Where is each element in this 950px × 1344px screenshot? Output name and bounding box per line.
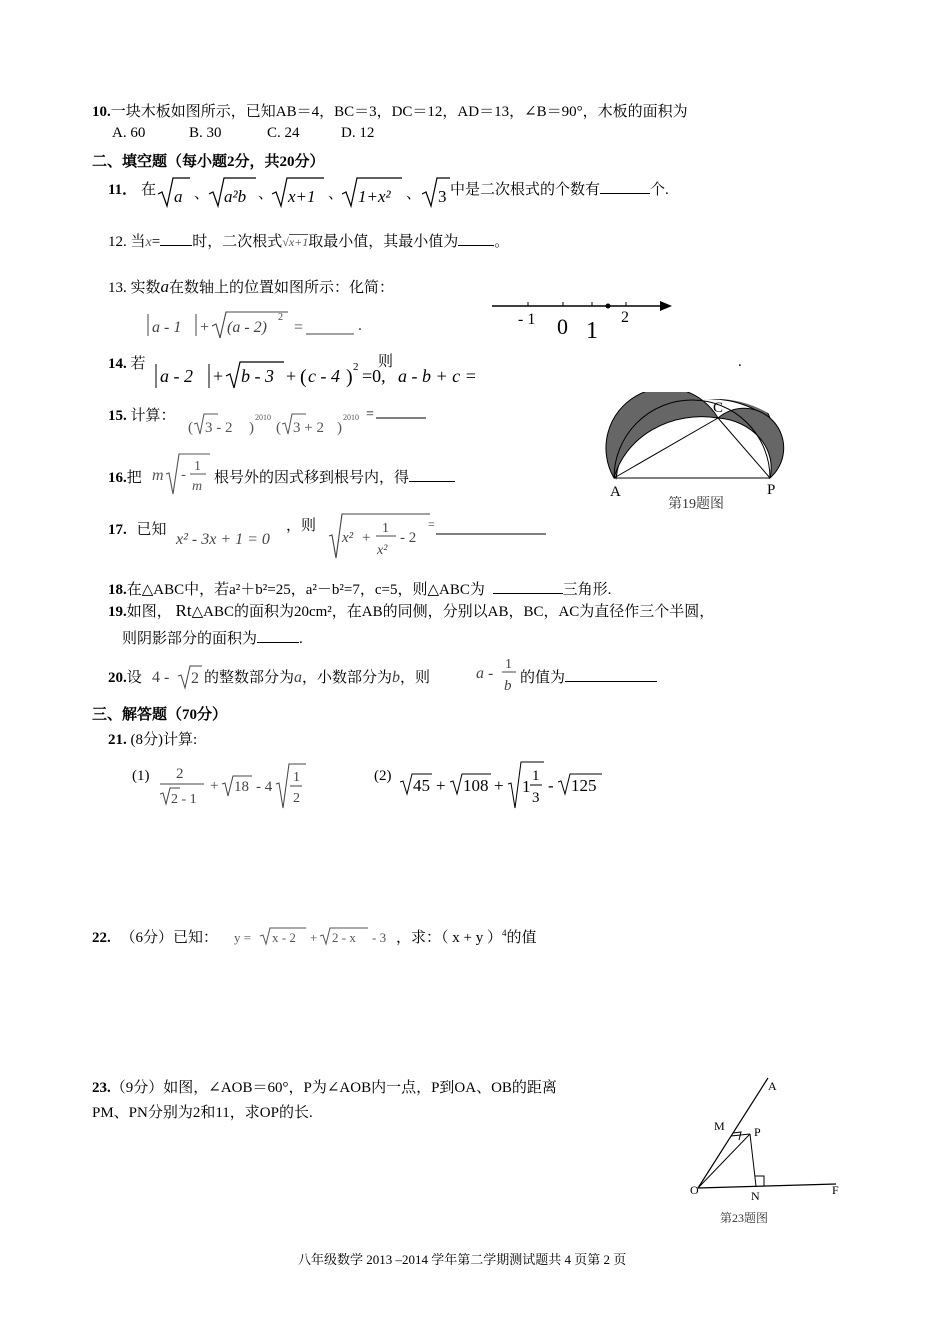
segment-pn <box>750 1134 756 1186</box>
question-number: 14. <box>108 356 127 372</box>
svg-text:108: 108 <box>463 776 489 795</box>
figure-caption: 第23题图 <box>720 1211 769 1225</box>
svg-text:2010: 2010 <box>343 413 359 422</box>
svg-text:y =: y = <box>234 930 252 945</box>
svg-text:3 + 2: 3 + 2 <box>293 420 324 436</box>
question-15: 15. 计算： <box>108 408 176 424</box>
tick-label: - 1 <box>518 311 536 328</box>
question-number: 21. <box>108 732 127 748</box>
question-number: 11． <box>108 182 138 198</box>
question-16: 16.把 <box>108 470 142 486</box>
svg-text:+: + <box>210 778 219 794</box>
svg-text:(: ( <box>276 420 281 436</box>
svg-text:2 - 1: 2 - 1 <box>171 792 197 807</box>
svg-text:1: 1 <box>505 657 512 672</box>
answer-blank[interactable] <box>493 579 563 594</box>
q20-tail: 的值为 <box>520 666 657 687</box>
svg-text:a - 1: a - 1 <box>152 319 182 336</box>
point-a <box>606 304 611 309</box>
q16-expression <box>150 452 212 498</box>
option-d: D. 12 <box>341 125 375 141</box>
svg-text:+: + <box>200 319 210 336</box>
figure-caption: 第19题图 <box>668 497 724 512</box>
figure-23 <box>686 1072 846 1232</box>
q21-part1-expression <box>156 760 316 812</box>
svg-text:3 - 2: 3 - 2 <box>205 420 233 436</box>
q11-radical-3 <box>420 172 450 212</box>
svg-text:- 3: - 3 <box>372 930 387 945</box>
label-p: P <box>754 1125 761 1139</box>
svg-text:+: + <box>213 366 224 386</box>
arrow-head <box>660 301 672 311</box>
answer-blank[interactable] <box>160 231 192 246</box>
svg-text:- 2: - 2 <box>400 530 417 546</box>
answer-blank[interactable] <box>458 231 494 246</box>
q13-expression <box>144 306 374 346</box>
number-line <box>488 294 678 346</box>
q16-tail: 根号外的因式移到根号内，得 <box>214 466 455 487</box>
question-17: 17. 已知 <box>108 522 167 538</box>
q20-frac <box>474 650 518 696</box>
separator: 、 <box>194 186 210 202</box>
svg-text:a - b + c =: a - b + c = <box>398 366 477 386</box>
answer-blank[interactable] <box>257 628 299 643</box>
label-n: N <box>751 1189 760 1203</box>
svg-text:4 -: 4 - <box>152 669 170 686</box>
question-number: 12. <box>108 234 127 250</box>
svg-text:18: 18 <box>234 779 249 795</box>
q22-expression <box>232 924 412 950</box>
question-11 <box>108 178 156 199</box>
svg-text:1: 1 <box>522 777 531 796</box>
q15-expression <box>186 408 436 440</box>
question-number: 22. <box>92 930 111 946</box>
q22-tail: ，求：（ x + y ）$^4$的值 <box>396 928 537 946</box>
question-number: 16. <box>108 470 127 486</box>
q21-part2-expression <box>398 760 608 812</box>
tick-label: 1 <box>586 318 598 344</box>
question-14: 14. 若 <box>108 356 146 372</box>
segment-op <box>698 1134 750 1188</box>
answer-blank[interactable] <box>600 179 650 194</box>
question-13: 13. 实数a在数轴上的位置如图所示：化简： <box>108 277 395 296</box>
question-19: 19.如图， Rt△ABC的面积为20cm²，在AB的同侧，分别以AB，BC，AC为直径作三个半圆， <box>108 601 715 620</box>
section-2-title: 二、填空题（每小题2分，共20分） <box>92 154 325 170</box>
answer-blank[interactable] <box>409 467 455 482</box>
svg-text:=0,: =0, <box>362 366 386 386</box>
label-o: O <box>690 1183 699 1197</box>
option-c: C. 24 <box>267 125 300 141</box>
svg-text:(: ( <box>300 366 307 388</box>
option-a: A. 60 <box>112 125 146 141</box>
q21-part2-label: (2) <box>374 768 392 784</box>
svg-text:、: 、 <box>328 186 344 202</box>
label-a: A <box>610 484 621 500</box>
svg-text:x²: x² <box>377 543 388 558</box>
tick-label: 0 <box>557 314 568 339</box>
svg-text:125: 125 <box>571 776 597 795</box>
page-footer: 八年级数学 2013 –2014 学年第二学期测试题共 4 页第 2 页 <box>298 1252 627 1267</box>
question-20: 20.设 <box>108 670 142 686</box>
q20-text: 的整数部分为a，小数部分为b，则 <box>204 669 431 686</box>
svg-text:2: 2 <box>293 791 300 806</box>
svg-text:2: 2 <box>353 361 359 373</box>
radical-1-plus-x2: 1+x² <box>358 187 391 206</box>
svg-text:+: + <box>362 530 371 546</box>
question-18: 18.在△ABC中，若a²＋b²=25，a²－b²=7，c=5，则△ABC为 三角形. <box>108 578 611 599</box>
question-number: 18. <box>108 582 127 598</box>
svg-text:): ) <box>337 420 342 436</box>
question-21: 21. (8分)计算: <box>108 732 198 748</box>
question-number: 19. <box>108 604 127 620</box>
svg-text:1: 1 <box>532 768 540 784</box>
q14-dot: . <box>738 354 742 370</box>
answer-blank[interactable] <box>565 667 657 682</box>
ray-ob <box>698 1184 836 1188</box>
svg-text:2: 2 <box>278 312 283 323</box>
svg-text:c - 4: c - 4 <box>308 366 340 386</box>
svg-text:-: - <box>181 467 186 483</box>
svg-text:45: 45 <box>413 776 430 795</box>
svg-text:.: . <box>358 317 362 334</box>
question-19-line2: 则阴影部分的面积为 . <box>122 627 303 648</box>
svg-text:x² - 3x + 1 = 0: x² - 3x + 1 = 0 <box>176 531 270 548</box>
svg-text:a - 2: a - 2 <box>160 366 193 386</box>
svg-text:m: m <box>192 479 203 494</box>
svg-text:3: 3 <box>438 187 447 206</box>
svg-text:+: + <box>286 366 297 386</box>
label-p: P <box>767 482 776 498</box>
svg-text:2: 2 <box>176 766 184 782</box>
svg-text:=: = <box>428 517 435 531</box>
q17-expression <box>174 510 554 566</box>
q14-expression <box>152 352 492 394</box>
question-number: 23. <box>92 1080 111 1096</box>
question-text: 一块木板如图所示，已知AB＝4，BC＝3，DC＝12，AD＝13，∠B＝90°，木板的面积为 <box>110 104 688 120</box>
svg-text:则: 则 <box>378 354 394 370</box>
radical-a: a <box>174 187 183 206</box>
question-number: 20. <box>108 670 127 686</box>
label-m: M <box>714 1119 725 1133</box>
question-10-options <box>112 125 374 142</box>
q11-tail: 中是二次根式的个数有 个. <box>450 178 669 199</box>
question-number: 15. <box>108 408 127 424</box>
svg-text:+: + <box>310 930 318 945</box>
question-23: 23.（9分）如图，∠AOB＝60°，P为∠AOB内一点，P到OA、OB的距离 <box>92 1080 557 1096</box>
svg-text:): ) <box>249 420 254 436</box>
svg-text:2010: 2010 <box>255 413 271 422</box>
question-text: 在 <box>140 182 156 198</box>
tick-label: 2 <box>621 309 629 326</box>
svg-text:=: = <box>366 408 374 422</box>
svg-text:x²: x² <box>342 530 354 546</box>
svg-text:3: 3 <box>532 790 540 806</box>
svg-text:b: b <box>504 678 512 694</box>
svg-text:1: 1 <box>382 521 389 536</box>
label-a: A <box>768 1079 777 1093</box>
section-3-title: 三、解答题（70分） <box>92 707 228 723</box>
radical-x-plus-1: x+1 <box>288 187 316 206</box>
question-12: 12. 当x= 时，二次根式√x+1取最小值，其最小值为 。 <box>108 230 509 251</box>
svg-text:a -: a - <box>476 665 494 682</box>
svg-text:1: 1 <box>194 459 201 474</box>
question-number: 10. <box>92 104 111 120</box>
radical-a2b: a²b <box>224 187 247 206</box>
svg-text:，则: ，则 <box>286 518 317 534</box>
svg-text:1: 1 <box>293 770 300 785</box>
svg-text:=: = <box>294 319 304 336</box>
question-number: 13. <box>108 280 127 296</box>
question-23-line2: PM、PN分别为2和11，求OP的长. <box>92 1105 313 1121</box>
q21-part1-label: (1) <box>132 768 150 784</box>
svg-text:、: 、 <box>258 186 274 202</box>
option-b: B. 30 <box>189 125 222 141</box>
svg-text:2: 2 <box>191 670 199 687</box>
svg-text:、: 、 <box>406 186 422 202</box>
label-c: C <box>713 400 724 416</box>
svg-text:(a - 2): (a - 2) <box>227 319 267 336</box>
q20-expr <box>150 658 204 692</box>
svg-text:m: m <box>152 467 164 484</box>
figure-19 <box>600 392 820 520</box>
svg-text:+: + <box>494 776 504 795</box>
svg-text:2 - x: 2 - x <box>332 930 356 945</box>
svg-text:+: + <box>436 776 446 795</box>
svg-text:): ) <box>346 366 353 388</box>
question-number: 17. <box>108 522 127 538</box>
q11-radicals <box>156 172 426 212</box>
question-10 <box>92 100 688 121</box>
svg-text:x - 2: x - 2 <box>272 930 296 945</box>
label-f: F <box>832 1183 839 1197</box>
right-angle-n <box>755 1176 764 1186</box>
question-22: 22. （6分）已知： <box>92 930 219 946</box>
svg-text:b - 3: b - 3 <box>241 366 274 386</box>
svg-text:- 4: - 4 <box>256 779 273 795</box>
svg-text:-: - <box>548 776 554 795</box>
svg-text:(: ( <box>188 420 193 436</box>
